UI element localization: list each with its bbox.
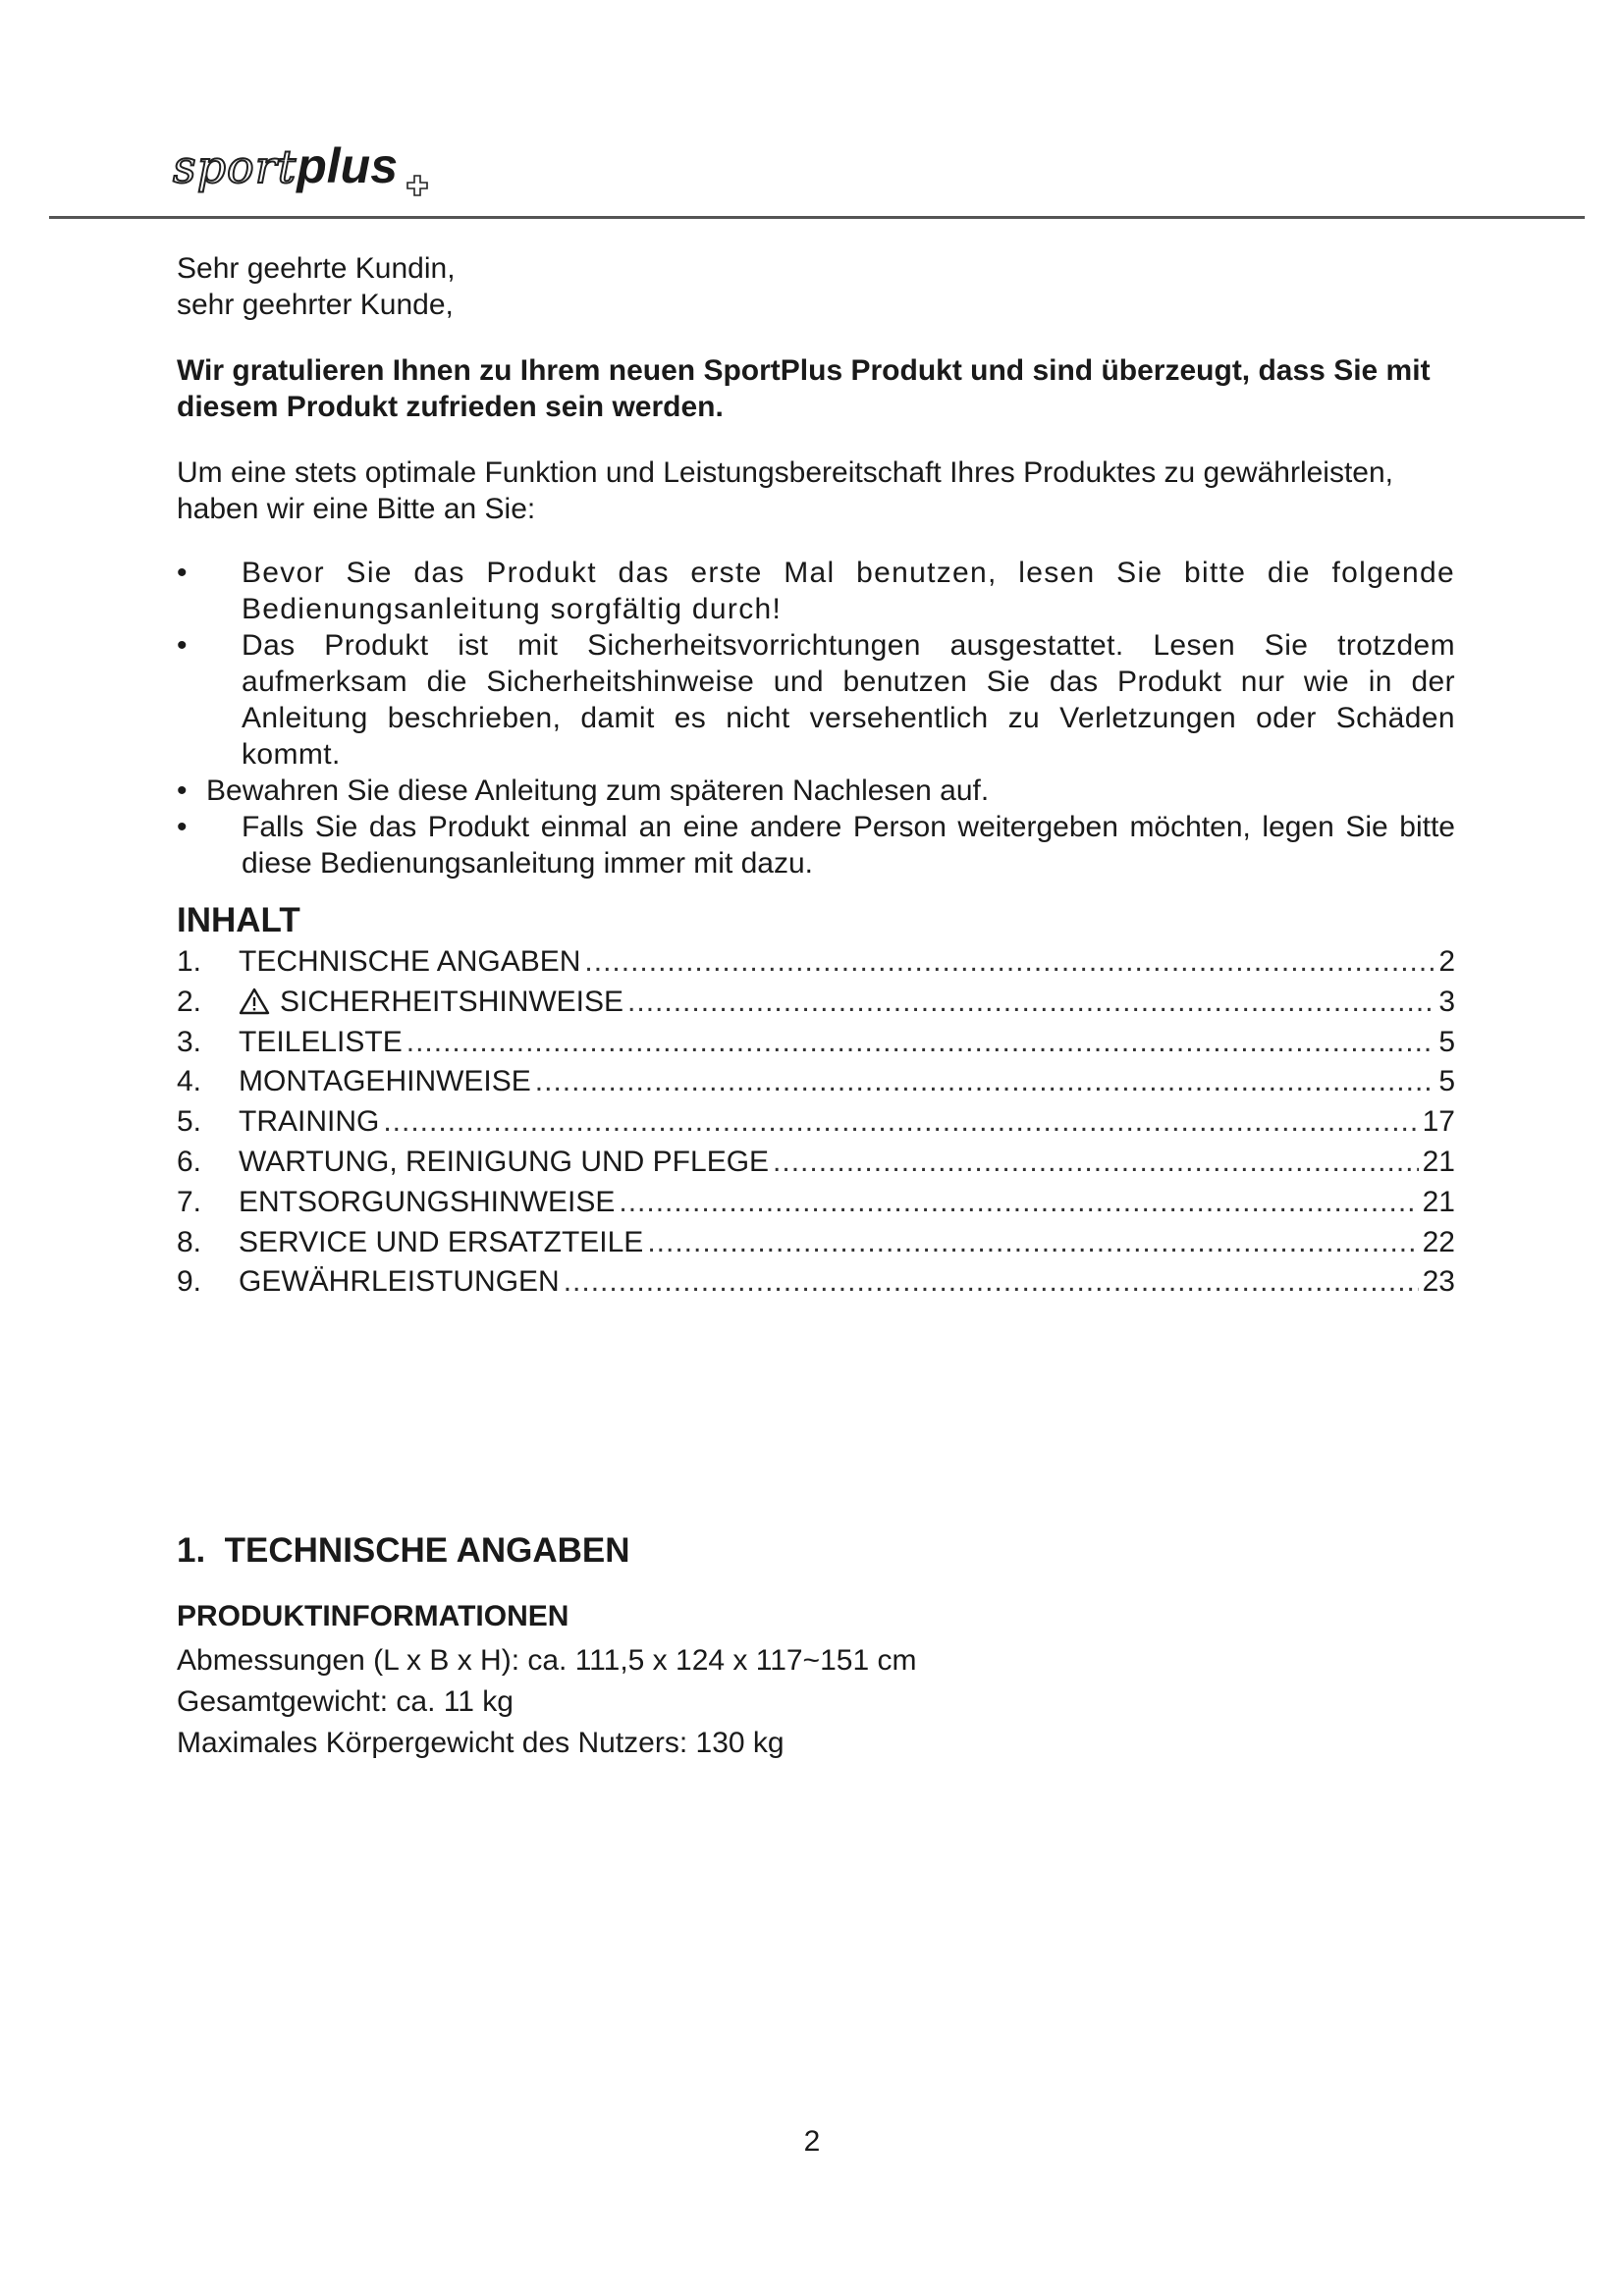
toc-number: 2. [177,985,202,1018]
toc-leader [584,942,1435,983]
logo-plus-icon [406,175,428,196]
section-heading: 1. TECHNISCHE ANGABEN [177,1531,630,1570]
toc-row[interactable] [177,1223,1455,1263]
header-divider [49,216,1585,219]
spec-total-weight: Gesamtgewicht: ca. 11 kg [177,1685,514,1718]
toc-leader [564,1262,1419,1303]
toc-page-number: 23 [1422,1265,1455,1299]
section-subheading: PRODUKTINFORMATIONEN [177,1600,569,1632]
toc-row[interactable] [177,1262,1455,1303]
salutation-line-1: Sehr geehrte Kundin, [177,252,456,285]
bullet-icon: • [177,774,188,807]
toc-entry-title: ENTSORGUNGSHINWEISE [239,1185,616,1218]
toc-title: INHALT [177,901,300,939]
toc-number: 6. [177,1145,202,1178]
letter-content [177,250,1455,1303]
toc-leader [627,983,1435,1023]
toc-page-number: 2 [1438,945,1455,978]
toc-leader [647,1223,1418,1263]
toc-entry-title: TEILELISTE [239,1025,403,1058]
logo-bold-text: plus [297,138,399,193]
toc-entry-title: MONTAGEHINWEISE [239,1065,531,1098]
toc-leader [406,1023,1435,1063]
toc-entry-title: TRAINING [239,1105,380,1139]
toc-leader [619,1183,1418,1223]
toc-page-number: 21 [1422,1145,1455,1178]
toc-page-number: 5 [1438,1065,1455,1098]
toc-row[interactable] [177,1023,1455,1063]
toc-entry-title: WARTUNG, REINIGUNG UND PFLEGE [239,1145,770,1178]
spec-max-user-weight: Maximales Körpergewicht des Nutzers: 130 kg [177,1727,785,1759]
toc-number: 9. [177,1265,202,1299]
list-item: • Bevor Sie das Produkt das erste Mal benutzen, lesen Sie bitte die folgende Bedienungsanleitung sorgfältig durch! [177,557,1455,625]
salutation-line-2: sehr geehrter Kunde, [177,289,454,321]
toc-number: 8. [177,1225,202,1258]
spec-dimensions: Abmessungen (L x B x H): ca. 111,5 x 124 x 117~151 cm [177,1644,917,1677]
toc-leader [383,1102,1418,1143]
logo-script-text: sport [173,140,298,193]
toc-page-number: 17 [1422,1105,1455,1139]
toc-entry-title: SICHERHEITSHINWEISE [239,983,627,1023]
list-item: • Bewahren Sie diese Anleitung zum späteren Nachlesen auf. [177,774,990,807]
intro-paragraph: Um eine stets optimale Funktion und Leistungsbereitschaft Ihres Produktes zu gewährleisten, haben wir eine Bitte an Sie: [177,456,1393,525]
toc-number: 7. [177,1185,202,1218]
toc-page-number: 5 [1438,1025,1455,1058]
toc-page-number: 22 [1422,1225,1455,1258]
toc-entry-title: TECHNISCHE ANGABEN [239,945,581,978]
bullet-icon: • [177,629,188,662]
toc-number: 1. [177,945,202,978]
toc-entry-title: SERVICE UND ERSATZTEILE [239,1225,644,1258]
instruction-list [177,555,1455,881]
warning-icon [239,988,270,1015]
toc-number: 3. [177,1025,202,1058]
technical-data-section [177,1531,1455,1764]
toc-leader [773,1143,1419,1183]
toc-entry-title: GEWÄHRLEISTUNGEN [239,1265,560,1299]
bullet-icon: • [177,811,188,843]
toc-number: 4. [177,1065,202,1098]
toc-page-number: 21 [1422,1185,1455,1218]
page-number: 2 [803,2125,821,2158]
toc-leader [535,1062,1435,1102]
toc-row[interactable] [177,942,1455,983]
bullet-icon: • [177,557,189,589]
toc-row[interactable] [177,1183,1455,1223]
toc-row[interactable] [177,1102,1455,1143]
lead-paragraph: Wir gratulieren Ihnen zu Ihrem neuen SportPlus Produkt und sind überzeugt, dass Sie mit diesem Produkt zufrieden sein werden. [177,354,1431,423]
toc-number: 5. [177,1105,202,1139]
table-of-contents [177,942,1455,1303]
toc-row[interactable] [177,983,1455,1023]
toc-row[interactable] [177,1143,1455,1183]
sportplus-logo [173,137,398,198]
toc-row[interactable] [177,1062,1455,1102]
list-item: • Das Produkt ist mit Sicherheitsvorrichtungen ausgestattet. Lesen Sie trotzdem aufmerksam die Sicherheitshinweise und benutzen Sie das Produkt nur wie in der Anleitung beschrieben, damit es nicht versehentlich zu Verletzungen oder Schäden kommt. [177,629,1455,771]
toc-page-number: 3 [1438,985,1455,1018]
list-item: • Falls Sie das Produkt einmal an eine andere Person weitergeben möchten, legen Sie bitte diese Bedienungsanleitung immer mit dazu. [177,811,1455,880]
